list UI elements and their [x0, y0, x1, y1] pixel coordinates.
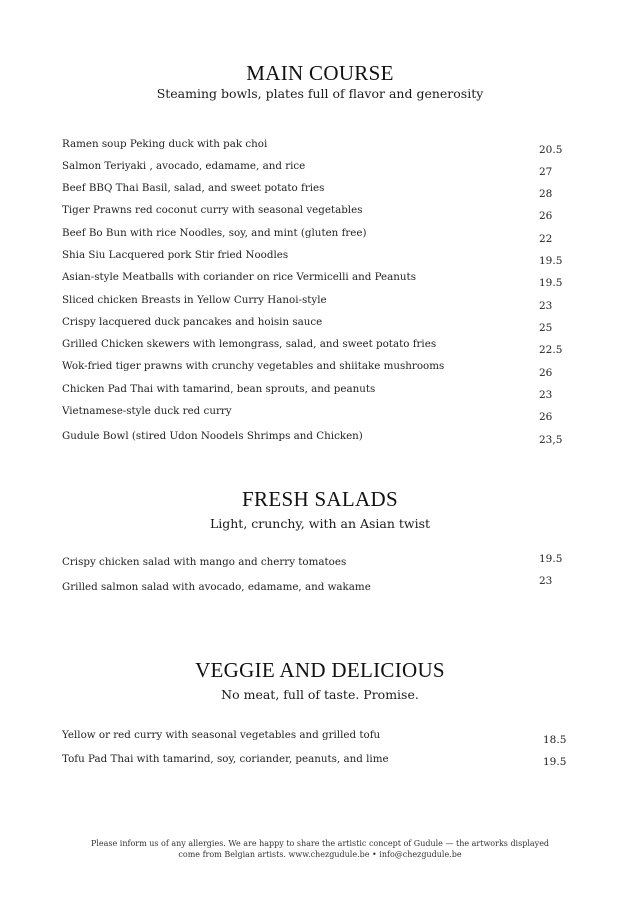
menu-item: Grilled Chicken skewers with lemongrass, salad, and sweet potato fries: [62, 338, 437, 350]
menu-price: 23: [539, 300, 553, 312]
section-title: FRESH SALADS: [242, 487, 398, 511]
menu-item: Vietnamese-style duck red curry: [62, 405, 232, 417]
section-title: MAIN COURSE: [246, 61, 394, 85]
menu-item: Wok-fried tiger prawns with crunchy vegetables and shiitake mushrooms: [62, 360, 445, 372]
menu-price: 20.5: [539, 144, 563, 156]
menu-item: Asian-style Meatballs with coriander on rice Vermicelli and Peanuts: [62, 271, 416, 283]
footer-line-2: come from Belgian artists. www.chezgudule.be • info@chezgudule.be: [178, 850, 462, 859]
menu-item: Crispy lacquered duck pancakes and hoisin sauce: [62, 316, 323, 328]
menu-price: 27: [539, 166, 553, 178]
menu-price: 22: [539, 233, 553, 245]
menu-price: 18.5: [543, 734, 567, 746]
menu-item: Beef BBQ Thai Basil, salad, and sweet potato fries: [62, 182, 325, 194]
menu-price: 23: [539, 389, 553, 401]
menu-price: 25: [539, 322, 553, 334]
menu-price: 23,5: [539, 434, 563, 446]
menu-price: 26: [539, 210, 553, 222]
menu-price: 26: [539, 411, 553, 423]
menu-item: Grilled salmon salad with avocado, edamame, and wakame: [62, 581, 371, 593]
menu-item: Ramen soup Peking duck with pak choi: [62, 138, 268, 150]
footer-line-1: Please inform us of any allergies. We are happy to share the artistic concept of Gudule — the artworks displayed: [90, 839, 550, 848]
section-title: VEGGIE AND DELICIOUS: [195, 658, 445, 682]
section-subtitle: Light, crunchy, with an Asian twist: [209, 516, 431, 531]
menu-item: Chicken Pad Thai with tamarind, bean sprouts, and peanuts: [62, 383, 376, 395]
menu-price: 19.5: [539, 255, 563, 267]
menu-item: Sliced chicken Breasts in Yellow Curry Hanoi-style: [62, 294, 327, 306]
menu-item: Gudule Bowl (stired Udon Noodels Shrimps and Chicken): [62, 430, 363, 442]
menu-item: Tiger Prawns red coconut curry with seasonal vegetables: [62, 204, 363, 216]
section-subtitle: Steaming bowls, plates full of flavor and generosity: [156, 86, 484, 101]
menu-item: Yellow or red curry with seasonal vegetables and grilled tofu: [62, 729, 381, 741]
menu-item: Shia Siu Lacquered pork Stir fried Noodles: [62, 249, 289, 261]
section-subtitle: No meat, full of taste. Promise.: [221, 687, 419, 702]
menu-item: Crispy chicken salad with mango and cherry tomatoes: [62, 556, 347, 568]
menu-price: 22.5: [539, 344, 563, 356]
menu-price: 19.5: [543, 756, 567, 768]
menu-item: Beef Bo Bun with rice Noodles, soy, and mint (gluten free): [62, 227, 367, 239]
menu-price: 28: [539, 188, 553, 200]
footer-note: [0, 838, 640, 860]
menu-price: 26: [539, 367, 553, 379]
menu-price: 19.5: [539, 277, 563, 289]
menu-item: Tofu Pad Thai with tamarind, soy, coriander, peanuts, and lime: [62, 753, 389, 765]
menu-item: Salmon Teriyaki , avocado, edamame, and rice: [62, 160, 306, 172]
menu-price: 23: [539, 575, 553, 587]
menu-price: 19.5: [539, 553, 563, 565]
